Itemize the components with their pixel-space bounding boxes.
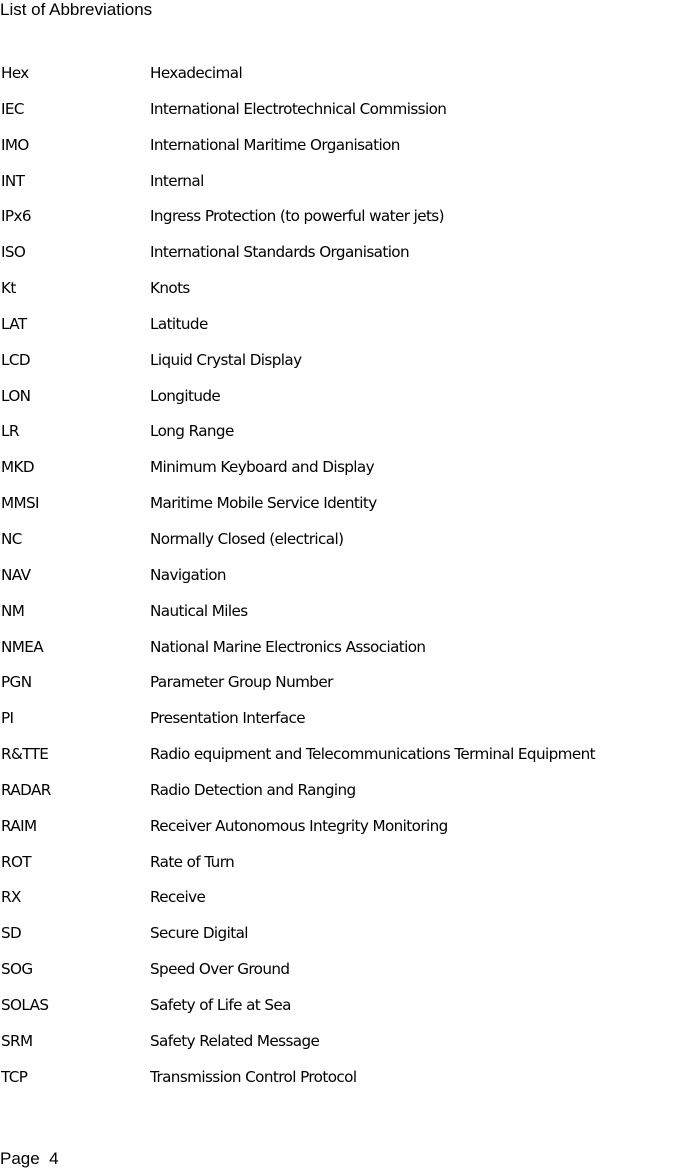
- abbreviation-term: RADAR: [1, 780, 51, 799]
- abbreviation-definition: Knots: [150, 279, 190, 298]
- abbreviation-term: SOLAS: [1, 995, 49, 1014]
- abbreviation-term: NC: [1, 529, 22, 548]
- abbreviation-row: [0, 600, 689, 636]
- abbreviation-row: [0, 886, 689, 922]
- abbreviation-row: [0, 170, 689, 206]
- abbreviation-row: [0, 528, 689, 564]
- abbreviation-definition: Safety of Life at Sea: [150, 995, 291, 1014]
- abbreviation-term: NM: [1, 601, 25, 620]
- abbreviation-definition: Latitude: [150, 314, 208, 333]
- abbreviation-row: [0, 636, 689, 672]
- abbreviation-definition: International Maritime Organisation: [150, 135, 400, 154]
- abbreviation-definition: Rate of Turn: [150, 852, 235, 871]
- abbreviation-term: LCD: [1, 350, 30, 369]
- abbreviation-definition: Speed Over Ground: [150, 960, 290, 979]
- abbreviation-term: SRM: [1, 1031, 33, 1050]
- abbreviation-definition: Parameter Group Number: [150, 673, 333, 692]
- abbreviation-row: [0, 277, 689, 313]
- abbreviation-definition: Nautical Miles: [150, 601, 248, 620]
- abbreviation-term: IPx6: [1, 207, 31, 226]
- abbreviation-term: LON: [1, 386, 31, 405]
- abbreviation-row: [0, 385, 689, 421]
- abbreviation-definition: Receive: [150, 888, 206, 907]
- abbreviation-row: [0, 564, 689, 600]
- abbreviation-row: [0, 994, 689, 1030]
- abbreviation-definition: Ingress Protection (to powerful water jets): [150, 207, 444, 226]
- abbreviation-term: NMEA: [1, 637, 44, 656]
- abbreviation-row: [0, 98, 689, 134]
- abbreviation-definition: Long Range: [150, 422, 234, 441]
- abbreviation-row: [0, 922, 689, 958]
- abbreviation-definition: Liquid Crystal Display: [150, 350, 302, 369]
- abbreviation-row: [0, 349, 689, 385]
- abbreviation-term: R&TTE: [1, 745, 49, 764]
- abbreviation-definition: National Marine Electronics Association: [150, 637, 426, 656]
- abbreviation-row: [0, 456, 689, 492]
- abbreviation-term: RAIM: [1, 816, 37, 835]
- abbreviation-term: TCP: [1, 1067, 28, 1086]
- abbreviation-term: ROT: [1, 852, 31, 871]
- abbreviation-definition: Navigation: [150, 565, 226, 584]
- abbreviation-definition: Receiver Autonomous Integrity Monitoring: [150, 816, 448, 835]
- abbreviation-definition: Radio Detection and Ranging: [150, 780, 356, 799]
- abbreviation-row: [0, 707, 689, 743]
- abbreviation-term: MKD: [1, 458, 34, 477]
- abbreviation-row: [0, 420, 689, 456]
- abbreviation-term: NAV: [1, 565, 31, 584]
- abbreviation-definition: Maritime Mobile Service Identity: [150, 494, 377, 513]
- abbreviation-definition: Hexadecimal: [150, 64, 243, 82]
- page-title: List of Abbreviations: [0, 0, 153, 19]
- abbreviation-definition: Presentation Interface: [150, 709, 306, 728]
- abbreviation-term: INT: [1, 171, 25, 190]
- abbreviation-term: LR: [1, 422, 19, 441]
- abbreviation-row: [0, 313, 689, 349]
- abbreviation-row: [0, 134, 689, 170]
- abbreviation-term: LAT: [1, 314, 27, 333]
- abbreviation-term: SD: [1, 924, 22, 943]
- abbreviation-row: [0, 241, 689, 277]
- abbreviation-row: [0, 958, 689, 994]
- abbreviation-term: MMSI: [1, 494, 39, 513]
- abbreviation-definition: Transmission Control Protocol: [150, 1067, 357, 1086]
- abbreviation-list: [0, 62, 689, 1101]
- abbreviation-definition: Secure Digital: [150, 924, 248, 943]
- abbreviation-row: [0, 492, 689, 528]
- abbreviation-definition: Normally Closed (electrical): [150, 529, 344, 548]
- abbreviation-term: Hex: [1, 64, 29, 82]
- page-number: Page 4: [0, 1149, 59, 1168]
- abbreviation-term: IEC: [1, 99, 24, 118]
- abbreviation-definition: Minimum Keyboard and Display: [150, 458, 375, 477]
- abbreviation-term: Kt: [1, 279, 16, 298]
- abbreviation-term: PGN: [1, 673, 32, 692]
- abbreviation-row: [0, 1066, 689, 1102]
- abbreviation-row: [0, 62, 689, 98]
- abbreviation-row: [0, 1030, 689, 1066]
- abbreviation-row: [0, 815, 689, 851]
- abbreviation-row: [0, 851, 689, 887]
- abbreviation-row: [0, 743, 689, 779]
- abbreviation-definition: International Standards Organisation: [150, 243, 410, 262]
- abbreviation-definition: Longitude: [150, 386, 221, 405]
- abbreviation-term: ISO: [1, 243, 26, 262]
- abbreviation-term: RX: [1, 888, 21, 907]
- abbreviation-term: IMO: [1, 135, 29, 154]
- abbreviation-term: PI: [1, 709, 14, 728]
- abbreviation-definition: Safety Related Message: [150, 1031, 320, 1050]
- abbreviation-term: SOG: [1, 960, 33, 979]
- abbreviation-definition: Radio equipment and Telecommunications Terminal Equipment: [150, 745, 595, 764]
- abbreviation-definition: International Electrotechnical Commission: [150, 99, 447, 118]
- abbreviation-definition: Internal: [150, 171, 204, 190]
- abbreviation-row: [0, 205, 689, 241]
- abbreviation-row: [0, 779, 689, 815]
- abbreviation-row: [0, 671, 689, 707]
